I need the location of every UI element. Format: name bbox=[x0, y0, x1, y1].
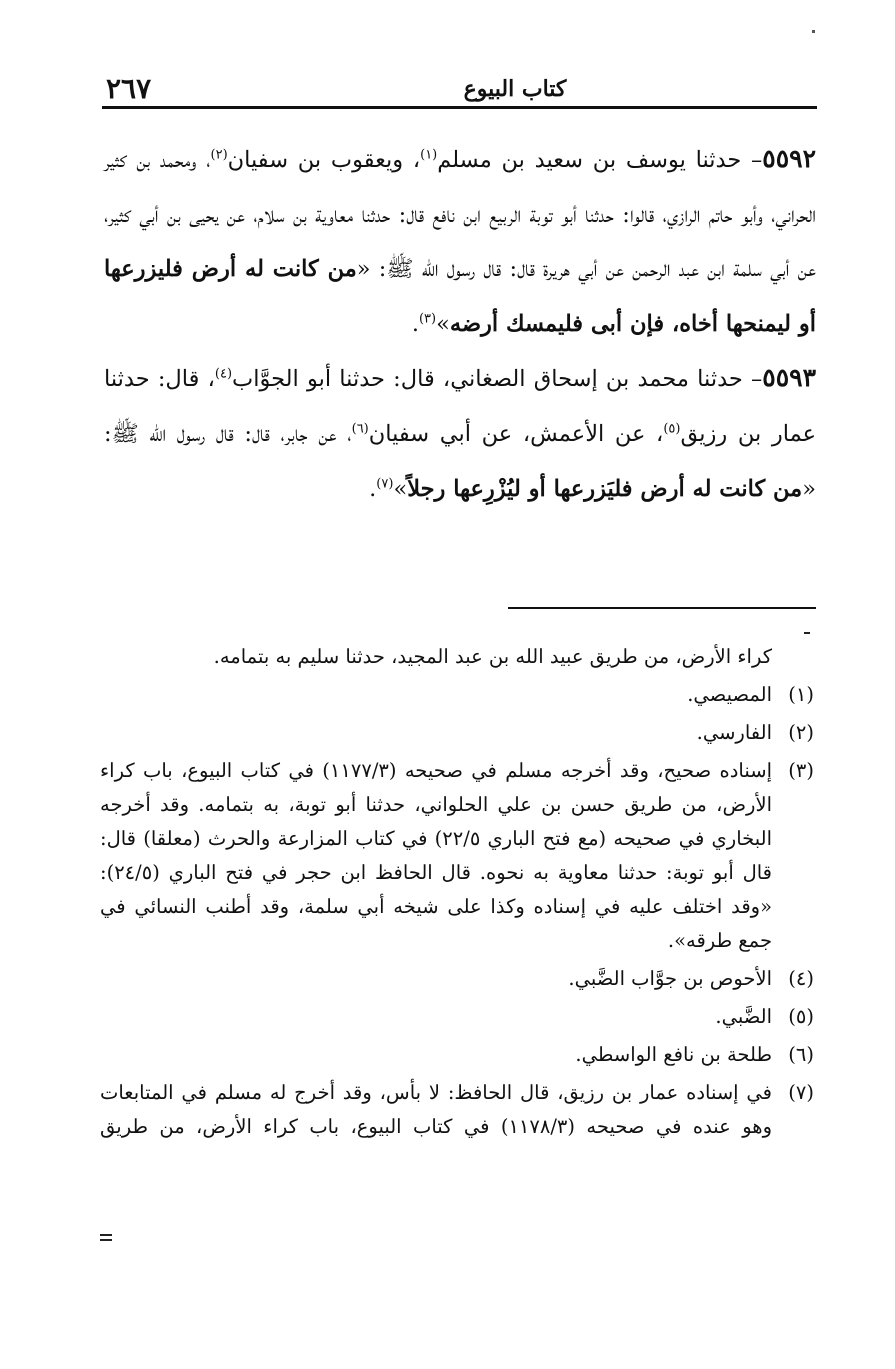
prophetic-quote: من كانت له أرض فليزرعها أو ليمنحها أخاه، فإن أبى فليمسك أرضه bbox=[104, 256, 816, 337]
prophetic-quote: من كانت له أرض فليَزرعها أو ليُزْرِعها رجلاً bbox=[407, 475, 803, 502]
footnote-ref: (٧) bbox=[376, 476, 394, 492]
footnote-number: (٦) bbox=[788, 1043, 814, 1066]
hadith-text: ، ويعقوب بن سفيان bbox=[227, 147, 421, 173]
footnote-number: (٢) bbox=[788, 721, 814, 744]
footnote-number: (٤) bbox=[788, 967, 814, 990]
footnote-text: إسناده صحيح، وقد أخرجه مسلم في صحيحه (١١٧٧/٣) في كتاب البيوع، باب كراء الأرض، من طريق حسن بن علي الحلواني، حدثنا أبو توبة، به بتمامه. وقد أخرجه البخاري في صحيحه (مع فتح الباري ٢٢/٥) في كتاب المزارعة والحرث (معلقا) قال: قال أبو توبة: حدثنا معاوية به نحوه. قال الحافظ ابن حجر في فتح الباري (٢٤/٥): «وقد اختلف عليه في إسناده وكذا على شيخه أبي سلمة، وقد أطنب النسائي في جمع طرقه». bbox=[100, 759, 773, 952]
footnote-text: في إسناده عمار بن رزيق، قال الحافظ: لا بأس، وقد أخرج له مسلم في المتابعات وهو عنده في صحيحه (١١٧٨/٣) في كتاب البيوع، باب كراء الأرض، من طريق bbox=[100, 1081, 772, 1138]
footnote-5 bbox=[100, 1000, 814, 1034]
footnote-ref: (٢) bbox=[210, 147, 228, 163]
footnote-text: المصيصي. bbox=[687, 683, 772, 706]
hadith-5592 bbox=[104, 132, 816, 351]
footnote-4 bbox=[100, 962, 814, 996]
footnote-ref: (١) bbox=[420, 147, 438, 163]
footnote-number: (٥) bbox=[788, 1005, 814, 1028]
hadith-text: . bbox=[411, 310, 419, 337]
footnote-ref: (٤) bbox=[214, 366, 233, 382]
hadith-number: ٥٥٩٣ bbox=[762, 363, 816, 393]
footnote-number: (٣) bbox=[788, 759, 814, 782]
footnote-3 bbox=[100, 754, 814, 958]
footnote-text: الفارسي. bbox=[696, 721, 772, 744]
footnote-number: (٧) bbox=[788, 1081, 814, 1104]
continuation-dash bbox=[804, 632, 810, 634]
hadith-text: – حدثنا يوسف بن سعيد بن مسلم bbox=[437, 147, 763, 173]
hadith-text: – حدثنا محمد بن إسحاق الصغاني، قال: حدثنا أبو الجوَّاب bbox=[232, 366, 763, 393]
quote-close: » bbox=[436, 310, 450, 337]
footnote-ref: (٥) bbox=[663, 421, 681, 437]
scan-speck bbox=[812, 30, 815, 33]
running-title: كتاب البيوع bbox=[463, 76, 567, 102]
footnote-separator bbox=[508, 607, 816, 609]
hadith-text: . bbox=[369, 475, 377, 502]
hadith-text: ، عن الأعمش، عن أبي سفيان bbox=[368, 420, 664, 447]
footnote-ref: (٣) bbox=[418, 311, 437, 327]
footnote-2 bbox=[100, 716, 814, 750]
footnote-text: الضَّبي. bbox=[715, 1005, 772, 1028]
hadith-text: ، قال: حدثنا عمار بن رزيق bbox=[104, 366, 816, 447]
quote-close: » bbox=[393, 475, 408, 502]
footnote-1 bbox=[100, 678, 814, 712]
hadith-5593 bbox=[104, 351, 816, 516]
footnote-ref: (٦) bbox=[351, 421, 369, 437]
hadith-text: ، عن جابر، قال: قال رسول الله ﷺ: « bbox=[104, 420, 816, 502]
footnote-text: الأحوص بن جوَّاب الضَّبي. bbox=[568, 967, 772, 990]
hadith-text: ، ومحمد بن كثير الحراني، وأبو حاتم الرازي، قالوا: حدثنا أبو توبة الربيع ابن نافع قال: حدثنا معاوية بن سلام، عن يحيى بن أبي كثير، عن أبي سلمة ابن عبد الرحمن عن أبي هريرة قال: قال رسول الله ﷺ: « bbox=[104, 147, 816, 283]
main-text bbox=[104, 132, 816, 516]
footnote-continuation: كراء الأرض، من طريق عبيد الله بن عبد المجيد، حدثنا سليم به بتمامه. bbox=[213, 645, 772, 668]
footnote-6 bbox=[100, 1038, 814, 1072]
footnote-text: طلحة بن نافع الواسطي. bbox=[575, 1043, 772, 1066]
footnote-7 bbox=[100, 1076, 814, 1144]
header-rule bbox=[102, 106, 817, 109]
page-number: ٢٦٧ bbox=[106, 72, 152, 105]
footnote-number: (١) bbox=[788, 683, 814, 706]
page-header bbox=[100, 68, 820, 108]
continued-on-next-page-mark bbox=[100, 1234, 112, 1242]
hadith-number: ٥٥٩٢ bbox=[762, 144, 816, 173]
footnotes bbox=[100, 640, 814, 1148]
